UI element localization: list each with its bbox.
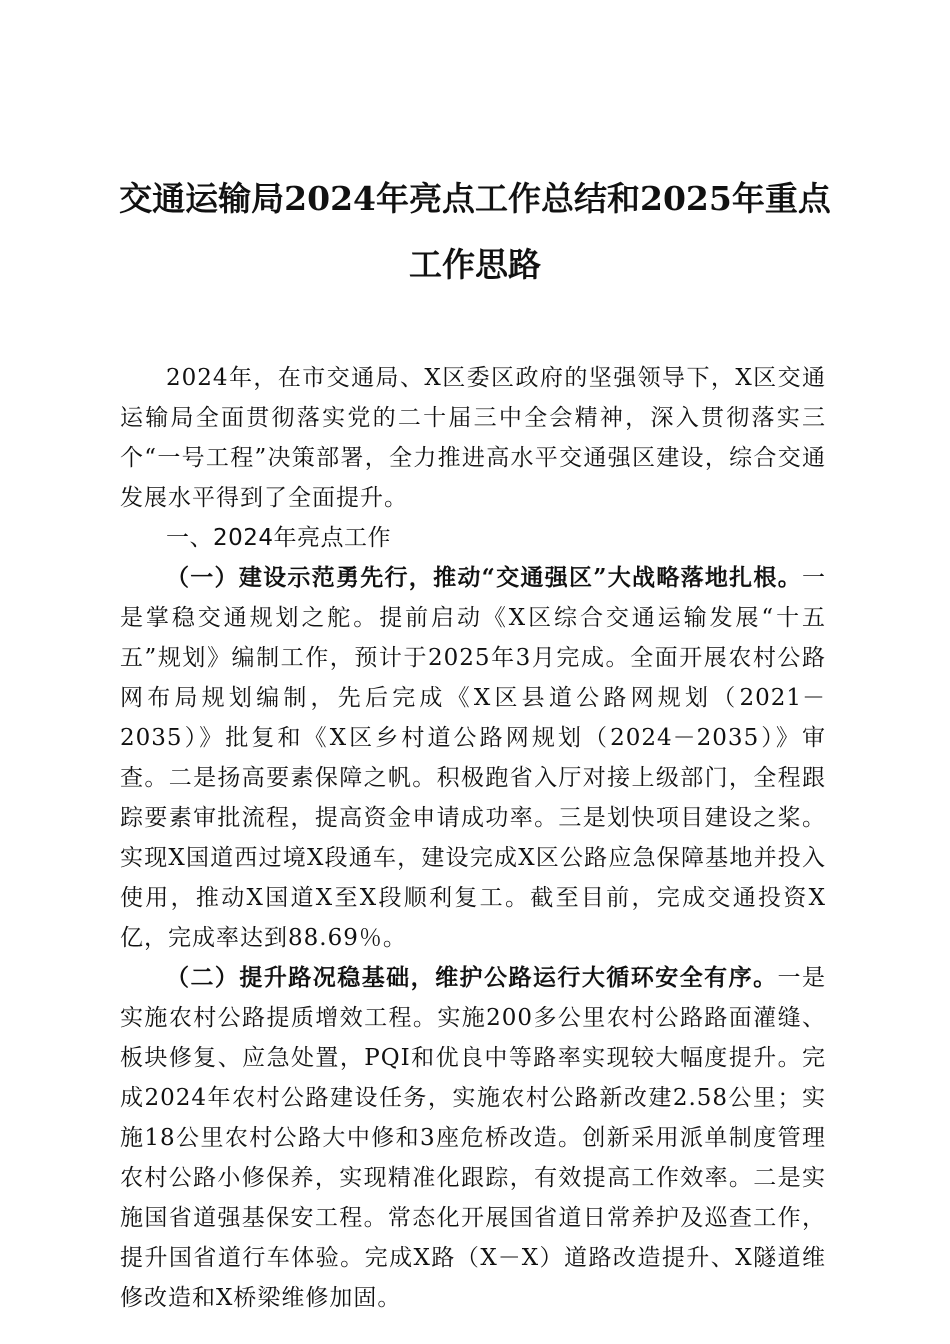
- item-text-2: 一是实施农村公路提质增效工程。实施200多公里农村公路路面灌缝、板块修复、应急处置，PQI和优良中等路率实现较大幅度提升。完成2024年农村公路建设任务，实施农村公路新改建2.58公里；实施18公里农村公路大中修和3座危桥改造。创新采用派单制度管理农村公路小修保养，实现精准化跟踪，有效提高工作效率。二是实施国省道强基保安工程。常态化开展国省道日常养护及巡查工作，提升国省道行车体验。完成X路（X－X）道路改造提升、X隧道维修改造和X桥梁维修加固。: [120, 965, 827, 1311]
- item-paragraph-2: [120, 958, 826, 1318]
- intro-paragraph: 2024年，在市交通局、X区委区政府的坚强领导下，X区交通运输局全面贯彻落实党的二十届三中全会精神，深入贯彻落实三个“一号工程”决策部署，全力推进高水平交通强区建设，综合交通发展水平得到了全面提升。: [120, 365, 826, 511]
- document-body: [120, 358, 826, 1318]
- item-lead-2: （二）提升路况稳基础，维护公路运行大循环安全有序。: [166, 964, 778, 991]
- item-text-1: 一是掌稳交通规划之舵。提前启动《X区综合交通运输发展“十五五”规划》编制工作，预计于2025年3月完成。全面开展农村公路网布局规划编制，先后完成《X区县道公路网规划（2021－2035）》批复和《X区乡村道公路网规划（2024－2035）》审查。二是扬高要素保障之帆。积极跑省入厅对接上级部门，全程跟踪要素审批流程，提高资金申请成功率。三是划快项目建设之桨。实现X国道西过境X段通车，建设完成X区公路应急保障基地并投入使用，推动X国道X至X段顺利复工。截至目前，完成交通投资X亿，完成率达到88.69％。: [120, 565, 826, 951]
- item-paragraph-1: [120, 558, 826, 958]
- document-title: 交通运输局2024年亮点工作总结和2025年重点工作思路: [119, 179, 831, 284]
- section-heading: 一、2024年亮点工作: [166, 525, 392, 551]
- item-lead-1: （一）建设示范勇先行，推动“交通强区”大战略落地扎根。: [166, 564, 802, 591]
